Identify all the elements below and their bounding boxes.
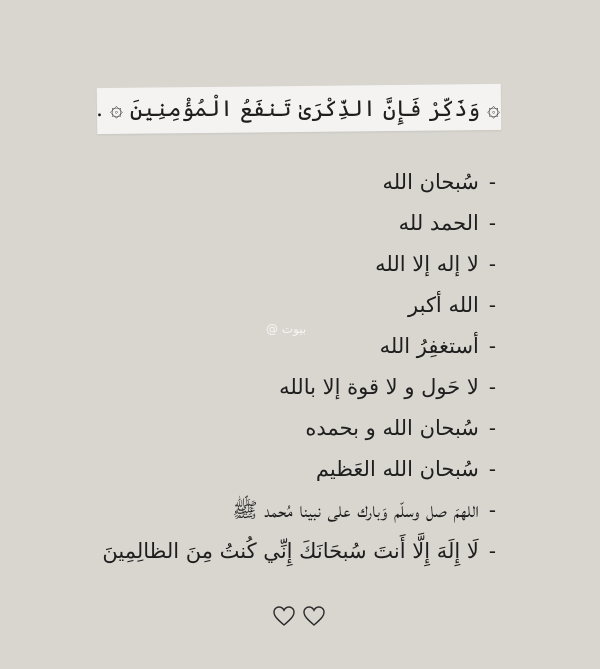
dhikr-text: الله أكبر [408, 293, 479, 317]
list-item [56, 244, 496, 285]
dhikr-text: أستغفِرُ الله [379, 334, 479, 358]
list-item [56, 285, 496, 326]
list-dash: - [488, 293, 496, 317]
list-dash: - [488, 457, 496, 481]
list-item [56, 449, 496, 490]
list-dash: - [488, 498, 496, 522]
dhikr-list [56, 162, 496, 572]
quran-verse: ۞ وَذَكِّرْ فَإِنَّ الذِّكْرَىٰ تَنفَعُ الْمُؤْمِنِينَ ۞ . [96, 97, 500, 122]
list-dash: - [488, 539, 496, 563]
list-dash: - [488, 334, 496, 358]
list-dash: - [488, 416, 496, 440]
list-item [56, 203, 496, 244]
list-dash: - [488, 252, 496, 276]
list-item [56, 367, 496, 408]
list-item [56, 162, 496, 203]
dhikr-text: سُبحان الله و بحمده [305, 416, 479, 440]
dhikr-text: لا حَول و لا قوة إلا بالله [279, 375, 479, 399]
hearts-decoration [272, 605, 326, 627]
dhikr-text: لا إله إلا الله [375, 252, 479, 276]
list-dash: - [488, 170, 496, 194]
dhikr-text: سُبحان الله [382, 170, 479, 194]
list-item [56, 531, 496, 572]
dhikr-text: الحمد لله [398, 211, 479, 235]
list-item [56, 408, 496, 449]
list-dash: - [488, 211, 496, 235]
dhikr-text: لَا إِلَهَ إِلَّا أَنتَ سُبحَانَكَ إِنِّي كُنتُ مِنَ الظالِمِينَ [102, 539, 479, 563]
watermark: بيوت @ [266, 322, 307, 336]
list-dash: - [488, 375, 496, 399]
dhikr-text: سُبحان الله العَظيم [315, 457, 479, 481]
heart-outline-icon [302, 605, 326, 627]
heart-outline-icon [272, 605, 296, 627]
dhikr-text: اللهمَ صل وسلّم وَبارك على نبينا مُحمد ﷺ [232, 498, 479, 522]
list-item [56, 490, 496, 531]
